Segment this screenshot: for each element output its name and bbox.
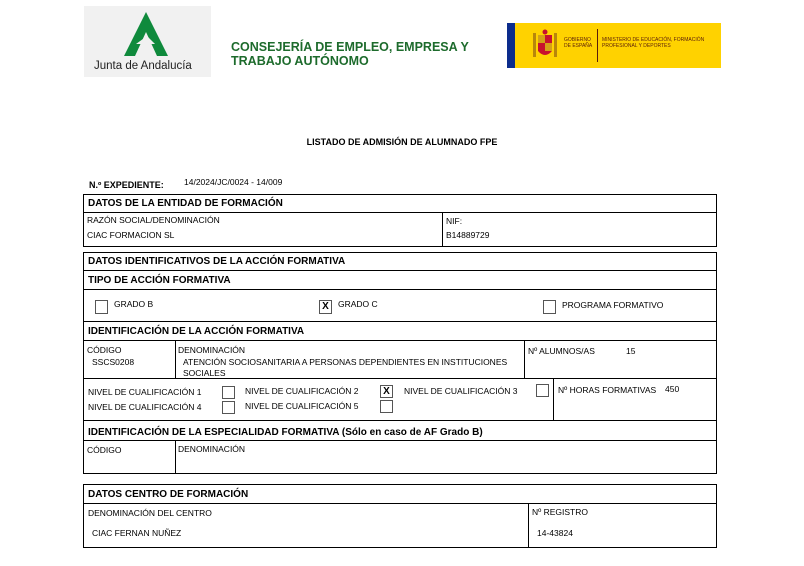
junta-andalucia-logo (84, 6, 211, 77)
especialidad-denominacion-label: DENOMINACIÓN (178, 444, 246, 454)
centro-denominacion-value: CIAC FERNAN NUÑEZ (92, 528, 182, 538)
nif-value: B14889729 (446, 230, 490, 240)
nivel-1-label: NIVEL DE CUALIFICACIÓN 1 (88, 387, 202, 397)
nivel-5-checkbox[interactable] (380, 400, 393, 413)
divider (442, 212, 443, 247)
nivel-2-label: NIVEL DE CUALIFICACIÓN 2 (245, 386, 359, 396)
nivel-4-label: NIVEL DE CUALIFICACIÓN 4 (88, 402, 202, 412)
divider (175, 440, 176, 474)
horas-label: Nº HORAS FORMATIVAS (558, 385, 657, 395)
gob-separator (597, 29, 598, 62)
grado-c-checkbox[interactable]: X (319, 300, 332, 314)
expediente-value: 14/2024/JC/0024 - 14/009 (184, 177, 283, 187)
consejeria-title: CONSEJERÍA DE EMPLEO, EMPRESA Y TRABAJO AUTÓNOMO (231, 40, 469, 68)
expediente-label: N.º EXPEDIENTE: (89, 180, 164, 190)
centro-denominacion-label: DENOMINACIÓN DEL CENTRO (88, 508, 212, 518)
divider (83, 340, 717, 341)
divider (83, 270, 717, 271)
alumnos-value: 15 (626, 346, 636, 356)
codigo-label: CÓDIGO (87, 345, 122, 355)
divider (524, 340, 525, 378)
razon-social-label: RAZÓN SOCIAL/DENOMINACIÓN (87, 215, 220, 225)
nivel-1-checkbox[interactable] (222, 386, 235, 399)
divider (83, 289, 717, 290)
centro-title: DATOS CENTRO DE FORMACIÓN (88, 489, 249, 500)
divider (83, 378, 717, 379)
registro-value: 14-43824 (537, 528, 573, 538)
gobierno-espana-logo (507, 23, 721, 68)
grado-c-label: GRADO C (338, 299, 378, 309)
programa-formativo-checkbox[interactable] (543, 300, 556, 314)
divider (83, 212, 717, 213)
codigo-value: SSCS0208 (92, 357, 135, 367)
grado-b-checkbox[interactable] (95, 300, 108, 314)
especialidad-codigo-label: CÓDIGO (87, 445, 122, 455)
nivel-3-label: NIVEL DE CUALIFICACIÓN 3 (404, 386, 518, 396)
alumnos-label: Nº ALUMNOS/AS (528, 346, 595, 356)
denominacion-label: DENOMINACIÓN (178, 345, 246, 355)
junta-logo-icon (121, 10, 171, 58)
divider (553, 378, 554, 420)
divider (83, 321, 717, 322)
tipo-title: TIPO DE ACCIÓN FORMATIVA (88, 275, 231, 286)
logo-text: Junta de Andalucía (94, 60, 192, 72)
ministerio-text: MINISTERIO DE EDUCACIÓN, FORMACIÓN PROFESIONAL Y DEPORTES (602, 37, 705, 49)
identificacion-title: IDENTIFICACIÓN DE LA ACCIÓN FORMATIVA (88, 326, 305, 337)
divider (83, 503, 717, 504)
grado-b-label: GRADO B (114, 299, 154, 309)
document-title: LISTADO DE ADMISIÓN DE ALUMNADO FPE (306, 137, 498, 147)
nivel-3-checkbox[interactable] (536, 384, 549, 397)
divider (83, 440, 717, 441)
nivel-5-label: NIVEL DE CUALIFICACIÓN 5 (245, 401, 359, 411)
programa-formativo-label: PROGRAMA FORMATIVO (562, 300, 664, 310)
especialidad-title: IDENTIFICACIÓN DE LA ESPECIALIDAD FORMATIVA (Sólo en caso de AF Grado B) (88, 427, 483, 438)
nif-label: NIF: (446, 216, 463, 226)
divider (83, 420, 717, 421)
entidad-title: DATOS DE LA ENTIDAD DE FORMACIÓN (88, 198, 283, 209)
nivel-4-checkbox[interactable] (222, 401, 235, 414)
coat-of-arms-icon (531, 29, 559, 62)
denominacion-value-line2: SOCIALES (183, 368, 226, 378)
nivel-2-checkbox[interactable]: X (380, 385, 393, 398)
gobierno-text: GOBIERNO DE ESPAÑA (564, 37, 593, 49)
denominacion-value-line1: ATENCIÓN SOCIOSANITARIA A PERSONAS DEPENDIENTES EN INSTITUCIONES (183, 357, 508, 367)
accion-title: DATOS IDENTIFICATIVOS DE LA ACCIÓN FORMATIVA (88, 256, 346, 267)
registro-label: Nº REGISTRO (532, 507, 588, 517)
divider (175, 340, 176, 378)
eu-strip (507, 23, 515, 68)
divider (528, 503, 529, 548)
razon-social-value: CIAC FORMACION SL (87, 230, 175, 240)
horas-value: 450 (665, 384, 680, 394)
